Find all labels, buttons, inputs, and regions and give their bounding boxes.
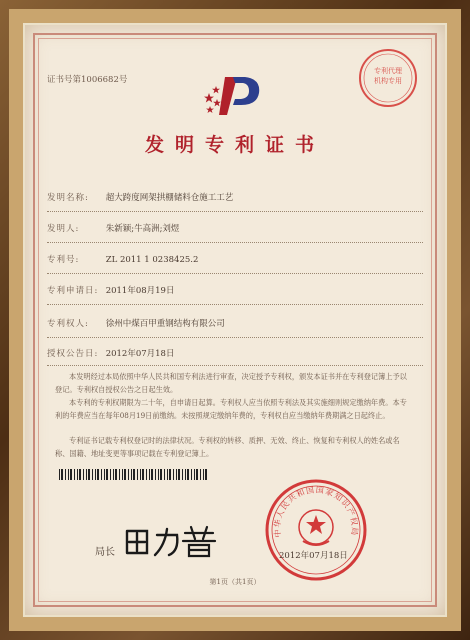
- divider: [47, 242, 423, 243]
- svg-text:机构专用: 机构专用: [374, 77, 402, 85]
- director-signature: [121, 523, 221, 559]
- field-value: 徐州中煤百甲重钢结构有限公司: [105, 319, 225, 329]
- field-label: 授权公告日:: [47, 349, 99, 359]
- paragraph-grant: 本发明经过本局依照中华人民共和国专利法进行审查，决定授予专利权，颁发本证书并在专利登记簿上予以登记。专利权自授权公告之日起生效。: [55, 372, 407, 394]
- field-inventors: [47, 222, 179, 234]
- field-label: 发明名称:: [47, 193, 89, 203]
- agency-stamp-icon: [357, 47, 419, 109]
- certificate-title: 发明专利证书: [144, 134, 325, 156]
- field-value: 2012年07月18日: [105, 349, 175, 359]
- page-info: 第1页（共1页）: [209, 578, 261, 586]
- sipo-logo-icon: [203, 73, 267, 119]
- signature-label: 局长: [95, 547, 115, 558]
- field-label: 专利号:: [47, 255, 80, 265]
- seal-date: 2012年07月18日: [279, 551, 348, 561]
- field-value: 朱新颖;牛高洲;刘煜: [105, 224, 180, 234]
- field-application-date: [47, 284, 174, 296]
- field-value: ZL 2011 1 0238425.2: [105, 255, 199, 265]
- divider: [47, 337, 423, 338]
- field-label: 专利权人:: [47, 319, 89, 329]
- divider: [47, 211, 423, 212]
- paragraph-registry: 专利证书记载专利权登记时的法律状况。专利权的转移、质押、无效、终止、恢复和专利权人的姓名或名称、国籍、地址变更等事项记载在专利登记簿上。: [55, 436, 400, 458]
- field-label: 发明人:: [47, 224, 80, 234]
- seal-text: 中华人民共和国国家知识产权局: [272, 485, 360, 538]
- field-value: 2011年08月19日: [105, 286, 175, 296]
- field-label: 专利申请日:: [47, 286, 99, 296]
- svg-text:专利代理: 专利代理: [374, 67, 402, 75]
- field-value: 超大跨度网架拱棚储料仓施工工艺: [105, 193, 234, 203]
- barcode: [59, 469, 209, 480]
- field-invention-name: [47, 191, 233, 203]
- divider: [47, 273, 423, 274]
- official-seal-icon: [263, 477, 369, 583]
- field-patentee: [47, 317, 225, 329]
- certificate-document: [25, 25, 445, 615]
- field-patent-number: [47, 253, 198, 265]
- divider: [47, 365, 423, 366]
- divider: [47, 304, 423, 305]
- field-grant-date: [47, 347, 174, 359]
- serial-number: 证书号第1006682号: [47, 75, 128, 85]
- paragraph-term: 本专利的专利权期限为二十年，自申请日起算。专利权人应当依照专利法及其实施细则规定缴纳年费。本专利的年费应当在每年08月19日前缴纳。未按照规定缴纳年费的，专利权自应当缴纳年费期满之日起终止。: [55, 398, 407, 420]
- agency-stamp: [357, 47, 419, 109]
